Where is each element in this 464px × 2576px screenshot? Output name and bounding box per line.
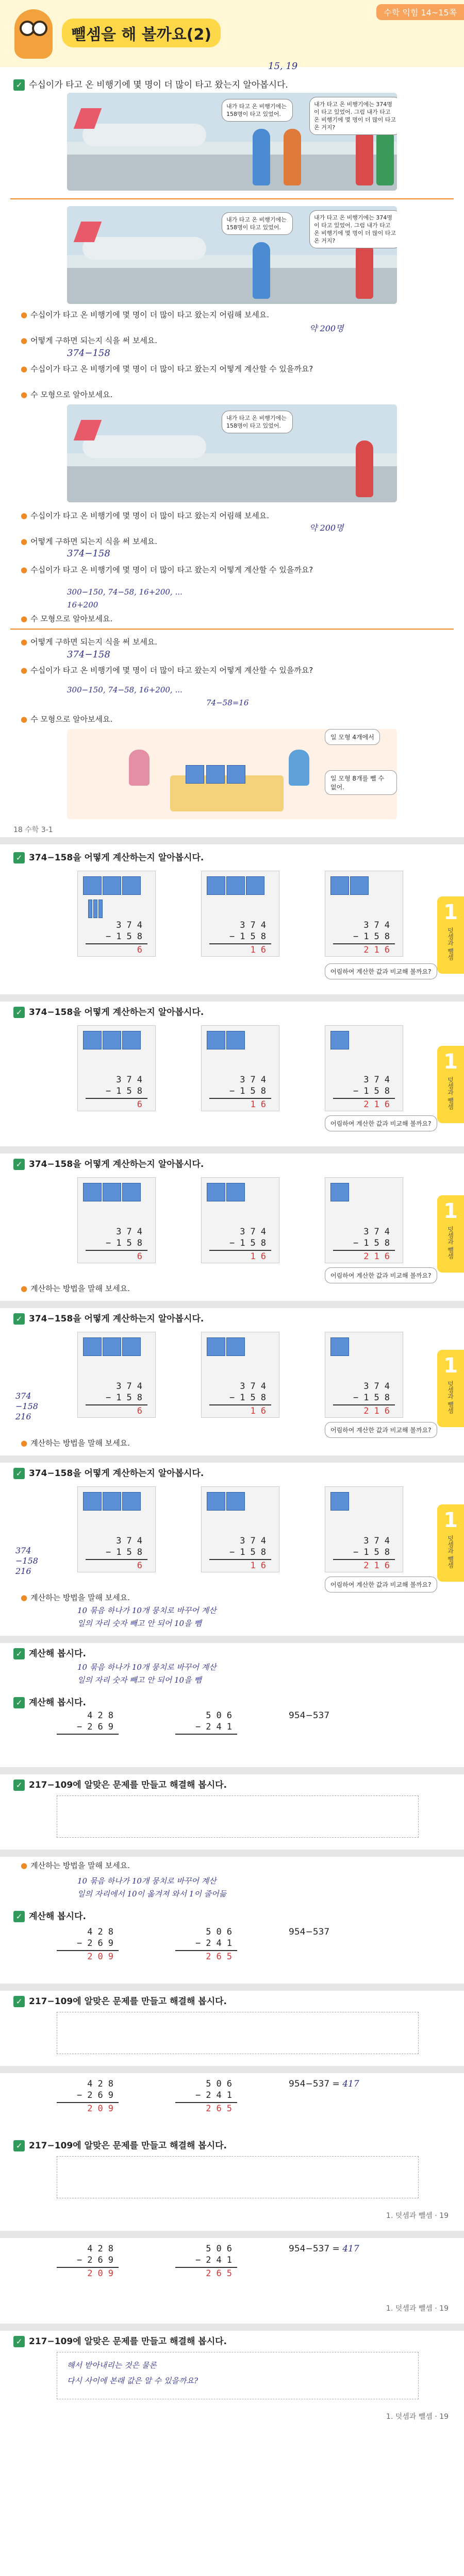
kid-speech: 일 모형 8개를 뺄 수 없어. (325, 770, 397, 795)
answer-method-b: 74−58=16 (206, 698, 249, 707)
kids-table-illustration (67, 729, 397, 819)
exercise-problem: 954−537 (289, 1927, 330, 1937)
question-3: ● 수십이가 타고 온 비행기에 몇 명이 더 많이 타고 왔는지 어떻게 계산할 수 있을까요? (21, 363, 313, 374)
chapter-tab[interactable]: 1 덧셈과 뺄셈 (437, 1195, 464, 1273)
exercise-title: ✓ 계산해 봅시다. (13, 1909, 86, 1922)
explain-prompt: ● 계산하는 방법을 말해 보세요. (21, 1592, 130, 1603)
base-ten-panel (325, 871, 403, 957)
base-ten-panel (325, 1486, 403, 1572)
answer-method: 300−150, 74−58, 16+200, ... (67, 587, 183, 597)
base-ten-panel (77, 1025, 156, 1111)
answer-estimate: 약 200명 (309, 324, 344, 333)
explain-prompt: ● 계산하는 방법을 말해 보세요. (21, 1283, 130, 1294)
base-ten-panel (77, 1486, 156, 1572)
base-ten-panel (77, 1177, 156, 1263)
speech-bubble: 내가 타고 온 비행기에는 158명이 타고 있었어. (222, 411, 293, 433)
column-subtraction: 374 −158 16 (209, 1075, 271, 1111)
speech-bubble: 내가 타고 온 비행기에는 374명이 타고 있었어. 그럼 내가 타고 온 비행기에 몇 명이 더 많이 타고 온 거지? (309, 210, 397, 248)
check-icon: ✓ (13, 1996, 25, 2007)
speech-bubble: 내가 타고 온 비행기에는 374명이 타고 있었어. 그럼 내가 타고 온 비행기에 몇 명이 더 많이 타고 온 거지? (309, 97, 397, 135)
kid-speech: 어림하여 계산한 값과 비교해 볼까요? (325, 1422, 437, 1438)
column-subtraction: 374 −158 16 (209, 1227, 271, 1263)
exercise-title: ✓ 계산해 봅시다. (13, 1695, 86, 1708)
chapter-tab[interactable]: 1 덧셈과 뺄셈 (437, 1046, 464, 1123)
explain-prompt: ● 계산하는 방법을 말해 보세요. (21, 1437, 130, 1448)
kid-speech: 일 모형 4개에서 (325, 729, 380, 745)
exercise-problem: 954−537 = 417 (289, 2244, 359, 2254)
speech-bubble: 내가 타고 온 비행기에는 158명이 타고 있었어. (222, 99, 293, 122)
base-ten-panel (201, 1025, 279, 1111)
owl-mascot-icon (14, 9, 53, 59)
question-4: ● 수 모형으로 알아보세요. (21, 714, 112, 724)
airport-illustration (67, 404, 397, 502)
explain-prompt: ● 계산하는 방법을 말해 보세요. (21, 1860, 130, 1871)
check-icon: ✓ (13, 1313, 25, 1325)
margin-calc: 374 −158 216 (15, 1546, 38, 1576)
base-ten-panel (201, 1177, 279, 1263)
chapter-tab[interactable]: 1 덧셈과 뺄셈 (437, 896, 464, 974)
column-subtraction: 374 −158 216 (333, 1227, 395, 1263)
answer-box[interactable] (57, 2012, 419, 2054)
column-subtraction: 374 −158 6 (86, 1381, 147, 1417)
handwriting: 일의 자리 숫자 빼고 안 되어 10을 뺌 (77, 1619, 202, 1628)
column-subtraction: 374 −158 6 (86, 1227, 147, 1263)
base-ten-panel (201, 1332, 279, 1418)
kid-speech: 어림하여 계산한 값과 비교해 볼까요? (325, 1267, 437, 1283)
check-icon: ✓ (13, 852, 25, 863)
answer-formula: 374−158 (67, 548, 110, 559)
base-ten-panel (325, 1177, 403, 1263)
column-subtraction: 374 −158 216 (333, 1075, 395, 1111)
problem-title: ✓ 217−109에 알맞은 문제를 만들고 해결해 봅시다. (13, 1777, 227, 1791)
page-number-right: 1. 덧셈과 뺄셈 · 19 (386, 2304, 449, 2313)
margin-calc: 374 −158 216 (15, 1391, 38, 1421)
handwriting: 10 묶음 하나가 10개 뭉치로 바꾸어 계산 (77, 1876, 217, 1886)
check-icon: ✓ (13, 79, 25, 91)
section-title: ✓ 374−158을 어떻게 계산하는지 알아봅시다. (13, 1466, 204, 1479)
base-ten-panel (201, 871, 279, 957)
section-title: ✓ 374−158을 어떻게 계산하는지 알아봅시다. (13, 850, 204, 863)
base-ten-panel (77, 871, 156, 957)
section-title: ✓ 374−158을 어떻게 계산하는지 알아봅시다. (13, 1311, 204, 1325)
kid-speech: 어림하여 계산한 값과 비교해 볼까요? (325, 963, 437, 979)
section-title: ✓ 374−158을 어떻게 계산하는지 알아봅시다. (13, 1005, 204, 1018)
question-2: ● 어떻게 구하면 되는지 식을 써 보세요. (21, 335, 157, 346)
airport-illustration (67, 206, 397, 304)
base-ten-panel (325, 1025, 403, 1111)
column-subtraction: 374 −158 216 (333, 1381, 395, 1417)
exercise-problem: 506 −241 (175, 1710, 237, 1735)
page-number-right: 1. 덧셈과 뺄셈 · 19 (386, 2413, 449, 2421)
page-number-right: 1. 덧셈과 뺄셈 · 19 (386, 2212, 449, 2220)
kid-figure (129, 750, 150, 786)
exercise-problem: 428 −269 (57, 1710, 119, 1735)
exercise-problem: 954−537 = 417 (289, 2079, 359, 2089)
speech-bubble: 내가 타고 온 비행기에는 158명이 타고 있었어. (222, 212, 293, 235)
divider (10, 629, 454, 630)
kid-figure (289, 750, 309, 786)
problem-title: ✓ 217−109에 알맞은 문제를 만들고 해결해 봅시다. (13, 1994, 227, 2007)
answer-formula: 374−158 (67, 649, 110, 660)
question-3: ● 수십이가 타고 온 비행기에 몇 명이 더 많이 타고 왔는지 어떻게 계산할 수 있을까요? (21, 564, 313, 575)
chapter-tab[interactable]: 1 덧셈과 뺄셈 (437, 1350, 464, 1427)
lesson-title: 뺄셈을 해 볼까요(2) (62, 19, 221, 47)
handwriting: 다시 사이에 본래 값은 알 수 있을까요? (67, 2376, 198, 2385)
section-title: ✓ 374−158을 어떻게 계산하는지 알아봅시다. (13, 1157, 204, 1170)
handwriting: 10 묶음 하나가 10개 뭉치로 바꾸어 계산 (77, 1606, 217, 1615)
handwriting: 일의 자리 숫자 빼고 안 되어 10을 뺌 (77, 1675, 202, 1685)
handwritten-note: 15, 19 (268, 61, 298, 72)
question-4: ● 수 모형으로 알아보세요. (21, 613, 112, 624)
check-icon: ✓ (13, 2336, 25, 2347)
base-ten-panel (325, 1332, 403, 1418)
column-subtraction: 374 −158 6 (86, 1075, 147, 1111)
exercise-problem: 506 −241 265 (175, 2244, 237, 2280)
question-1: ● 수십이가 타고 온 비행기에 몇 명이 더 많이 타고 왔는지 어림해 보세요. (21, 510, 269, 521)
airport-illustration (67, 93, 397, 191)
answer-formula: 374−158 (67, 348, 110, 359)
column-subtraction: 374 −158 6 (86, 1536, 147, 1572)
answer-estimate: 약 200명 (309, 523, 344, 533)
exercise-problem: 428 −269 209 (57, 2079, 119, 2115)
column-subtraction: 374 −158 216 (333, 1536, 395, 1572)
column-subtraction: 374 −158 6 (86, 920, 147, 956)
exercise-problem: 506 −241 265 (175, 1927, 237, 1963)
check-icon: ✓ (13, 1780, 25, 1791)
chapter-tab[interactable]: 1 덧셈과 뺄셈 (437, 1504, 464, 1582)
check-icon: ✓ (13, 1648, 25, 1659)
question-3: ● 수십이가 타고 온 비행기에 몇 명이 더 많이 타고 왔는지 어떻게 계산할 수 있을까요? (21, 665, 313, 675)
answer-box[interactable] (57, 2156, 419, 2198)
exercise-problem: 428 −269 209 (57, 2244, 119, 2280)
question-1: ● 수십이가 타고 온 비행기에 몇 명이 더 많이 타고 왔는지 어림해 보세요. (21, 309, 269, 320)
column-subtraction: 374 −158 216 (333, 920, 395, 956)
check-icon: ✓ (13, 1007, 25, 1018)
answer-remain: 16+200 (67, 600, 98, 609)
question-4: ● 수 모형으로 알아보세요. (21, 389, 112, 400)
check-icon: ✓ (13, 1159, 25, 1170)
handwriting: 10 묶음 하나가 10개 뭉치로 바꾸어 계산 (77, 1663, 217, 1672)
column-subtraction: 374 −158 16 (209, 1381, 271, 1417)
column-subtraction: 374 −158 16 (209, 920, 271, 956)
kid-speech: 어림하여 계산한 값과 비교해 볼까요? (325, 1577, 437, 1592)
check-icon: ✓ (13, 1911, 25, 1922)
exercise-title: ✓ 계산해 봅시다. (13, 1646, 86, 1659)
handwriting: 해서 받아내리는 것은 물론 (67, 2361, 157, 2370)
divider (10, 198, 454, 199)
answer-box[interactable] (57, 1795, 419, 1838)
exercise-problem: 506 −241 265 (175, 2079, 237, 2115)
step-1-heading: ✓ 수십이가 타고 온 비행기에 몇 명이 더 많이 타고 왔는지 알아봅시다. (13, 77, 288, 91)
page-number-left: 18 수학 3-1 (13, 826, 53, 834)
problem-title: ✓ 217−109에 알맞은 문제를 만들고 해결해 봅시다. (13, 2138, 227, 2151)
problem-title: ✓ 217−109에 알맞은 문제를 만들고 해결해 봅시다. (13, 2334, 227, 2347)
question-2: ● 어떻게 구하면 되는지 식을 써 보세요. (21, 636, 157, 647)
check-icon: ✓ (13, 1697, 25, 1708)
workbook-ribbon: 수학 익힘 14~15쪽 (376, 4, 464, 20)
base-ten-panel (77, 1332, 156, 1418)
check-icon: ✓ (13, 1468, 25, 1479)
base-ten-panel (201, 1486, 279, 1572)
answer-method: 300−150, 74−58, 16+200, ... (67, 685, 183, 694)
kid-speech: 어림하여 계산한 값과 비교해 볼까요? (325, 1115, 437, 1131)
question-2: ● 어떻게 구하면 되는지 식을 써 보세요. (21, 536, 157, 547)
handwriting: 일의 자리에서 10이 옮겨져 와서 1이 줄어듦 (77, 1889, 227, 1899)
exercise-problem: 428 −269 209 (57, 1927, 119, 1963)
lesson-banner (0, 0, 464, 67)
column-subtraction: 374 −158 16 (209, 1536, 271, 1572)
check-icon: ✓ (13, 2140, 25, 2151)
exercise-problem: 954−537 (289, 1710, 330, 1721)
